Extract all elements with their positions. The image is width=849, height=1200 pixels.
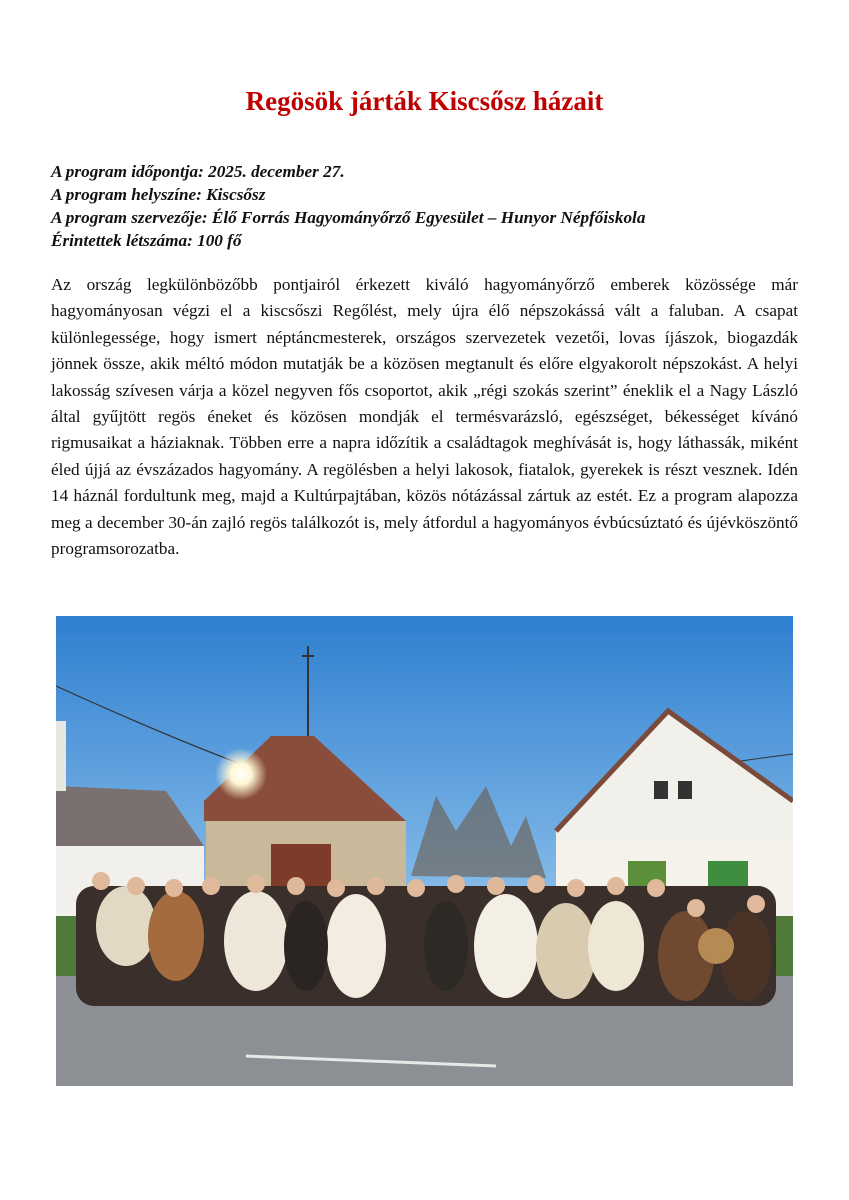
program-date: A program időpontja: 2025. december 27. xyxy=(51,162,345,181)
article-body: Az ország legkülönbözőbb pontjairól érkezett kiváló hagyományőrző emberek közössége már hagyományosan végzi el a kiscsőszi Regőlést, mely újra élő népszokássá vált a faluban. A csapat különlegessége, hogy ismert néptáncmesterek, országos szervezetek vezetői, lovas íjászok, biogazdák jönnek össze, akik méltó módon mutatják be a közösen megtanult és előre elgyakorolt népszokást. A helyi lakosság szívesen várja a közel negyven fős csoportot, akik „régi szokás szerint” éneklik el a Nagy László által gyűjtött regös éneket és közösen mondják el termésvarázsló, egészséget, békességet kívánó rigmusaikat a háziaknak. Többen erre a napra időzítik a családtagok meghívását is, hogy láthassák, miként éled újjá az évszázados hagyomány. A regölésben a helyi lakosok, fiatalok, gyerekek is részt vesznek. Idén 14 háznál fordultunk meg, majd a Kultúrpajtában, közös nótázással zártuk az estét. Ez a program alapozza meg a december 30-án zajló regös találkozót is, mely átfordul a hagyományos évbúcsúztató és újévköszöntő programsorozatba. xyxy=(51,275,798,559)
page-title: Regösök járták Kiscsősz házait xyxy=(245,86,604,116)
program-details xyxy=(51,160,811,252)
program-attendance: Érintettek létszáma: 100 fő xyxy=(51,231,242,250)
group-photo xyxy=(56,616,793,1086)
program-location: A program helyszíne: Kiscsősz xyxy=(51,185,266,204)
program-organizer: A program szervezője: Élő Forrás Hagyományőrző Egyesület – Hunyor Népfőiskola xyxy=(51,208,646,227)
